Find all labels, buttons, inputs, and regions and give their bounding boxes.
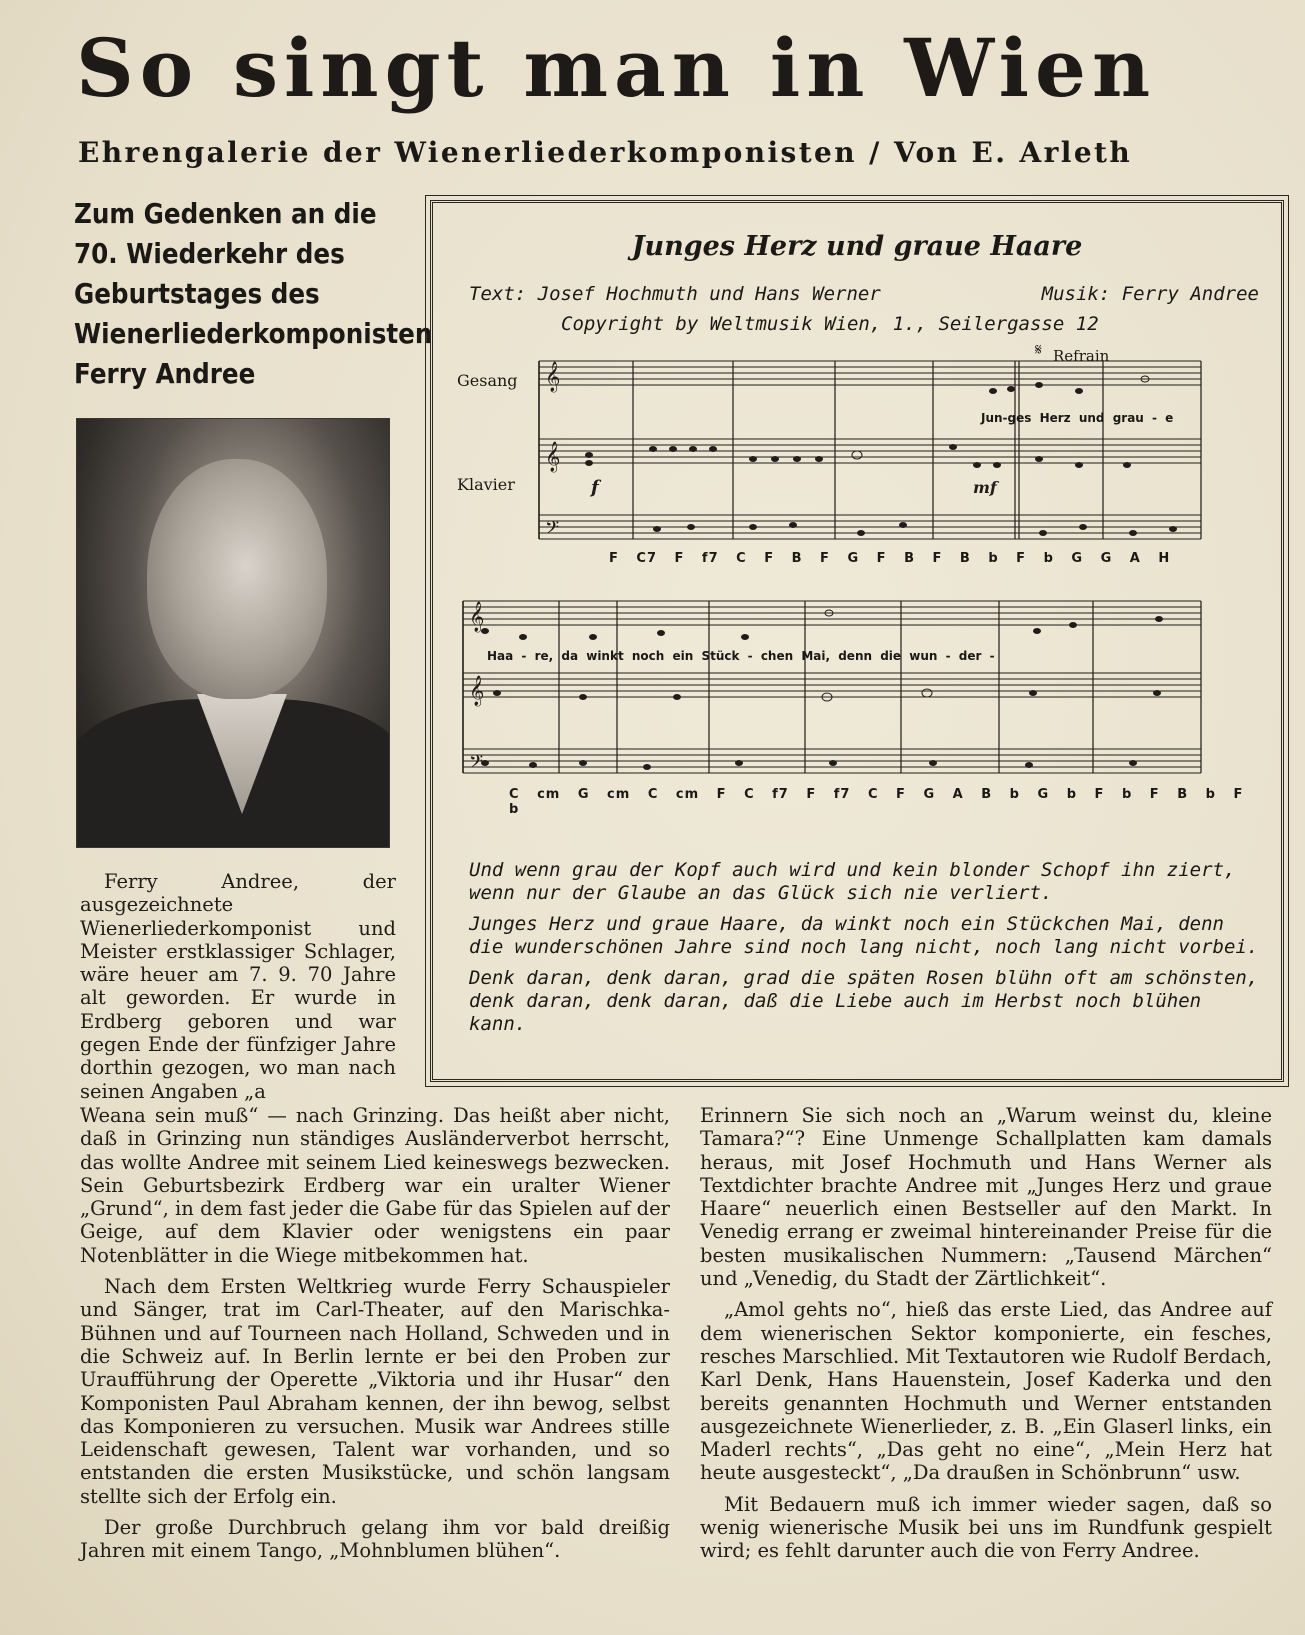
chord-line-1: F C7 F f7 C F B F G F B F B b F b G G A H (609, 551, 1171, 566)
score-system-2 (463, 601, 1201, 773)
voice-staff-2 (463, 601, 1201, 625)
treble-clef-icon: 𝄞 (545, 362, 561, 392)
article-paragraph: Ferry Andree, der ausgezeichnete Wienerliederkomponist und Meister erstklassiger Schlager, wäre heuer am 7. 9. 70 Jahre alt geworden. Er wurde in Erdberg geboren und war gegen Ende der fünfziger Jahre dorthin gezogen, wo man nach seinen Angaben „a (80, 870, 396, 1103)
copyright-line: Copyright by Weltmusik Wien, 1., Seilergasse 12 (561, 313, 1099, 335)
voice-staff (539, 361, 1201, 385)
treble-clef-icon: 𝄞 (545, 442, 561, 472)
mezzoforte-mark-icon: mf (973, 478, 997, 497)
article-paragraph: Mit Bedauern muß ich immer wieder sagen, daß so wenig wienerische Musik bei uns im Rundfunk gespielt wird; es fehlt darunter auch die von Ferry Andree. (700, 1492, 1272, 1563)
segno-icon: 𝄋 (1035, 340, 1042, 359)
piano-label: Klavier (457, 475, 515, 494)
sheet-music-box (430, 200, 1284, 1082)
article-paragraph: Der große Durchbruch gelang ihm vor bald dreißig Jahren mit einem Tango, „Mohnblumen blühen“. (80, 1516, 670, 1563)
subheadline: Ehrengalerie der Wienerliederkomponisten / Von E. Arleth (78, 136, 1133, 169)
text-credit: Text: Josef Hochmuth und Hans Werner (469, 283, 881, 305)
article-column-b (80, 1104, 670, 1563)
barlines-2 (559, 601, 1201, 773)
headline: So singt man in Wien (76, 21, 1157, 115)
treble-clef-icon: 𝄞 (469, 676, 485, 706)
treble-clef-icon: 𝄞 (469, 602, 485, 632)
chord-line-2: C cm G cm C cm F C f7 F f7 C F G A B b G b F b F B b F b (509, 787, 1244, 817)
article-column-a (80, 870, 396, 1103)
article-paragraph: Nach dem Ersten Weltkrieg wurde Ferry Schauspieler und Sänger, trat im Carl-Theater, auf den Marischka-Bühnen und auf Tourneen nach Holland, Schweden und in die Schweiz auf. In Berlin lernte er bei den Proben zur Uraufführung der Operette „Viktoria und ihr Husar“ den Komponisten Paul Abraham kennen, der ihn bewog, selbst das Komponieren zu versuchen. Musik war Andrees stille Leidenschaft gewesen, Talent war vorhanden, und so entstanden die ersten Musikstücke, und schön langsam stellte sich der Erfolg ein. (80, 1275, 670, 1508)
song-verse (469, 859, 1269, 1036)
lyrics-line-1: Jun-ges Herz und grau - e (981, 411, 1174, 425)
bass-clef-icon: 𝄢 (469, 752, 484, 777)
note-heads (481, 376, 1177, 770)
barlines-1 (633, 361, 1201, 539)
article-paragraph: „Amol gehts no“, hieß das erste Lied, das Andree auf dem wienerischen Sektor komponierte, ein fesches, resches Marschlied. Mit Textautoren wie Rudolf Berdach, Karl Denk, Hans Hauenstein, Josef Kaderka und den bereits genannten Hochmuth und Werner entstanden ausgezeichnete Wienerlieder, z. B. „Ein Glaserl links, ein Maderl rechts“, „Das geht no eine“, „Mein Herz hat heute ausgesteckt“, „Da draußen in Schönbrunn“ usw. (700, 1298, 1272, 1485)
song-title: Junges Herz und graue Haare (631, 231, 1083, 262)
intro-heading: Zum Gedenken an die 70. Wiederkehr des Geburtstages des Wienerliederkomponisten Ferry Andree (74, 197, 433, 390)
verse-stanza-3: Denk daran, denk daran, grad die späten Rosen blühn oft am schönsten, denk daran, denk daran, daß die Liebe auch im Herbst noch blühen kann. (469, 967, 1259, 1035)
piano-treble-staff (539, 439, 1201, 463)
voice-label: Gesang (457, 371, 518, 390)
score-system-1 (539, 361, 1201, 539)
lyrics-line-2: Haa - re, da winkt noch ein Stück - chen Mai, denn die wun - der - (487, 649, 995, 663)
article-paragraph: Weana sein muß“ — nach Grinzing. Das heißt aber nicht, daß in Grinzing nun ständiges Ausländerverbot herrscht, das wollte Andree mit seinem Lied keineswegs bezwecken. Sein Geburtsbezirk Erdberg war ein uralter Wiener „Grund“, in dem fast jeder die Gabe für das Spielen auf der Geige, auf dem Klavier oder wenigstens ein paar Notenblätter in die Wiege mitbekommen hat. (80, 1104, 670, 1267)
bass-clef-icon: 𝄢 (545, 518, 560, 543)
piano-bass-staff (539, 515, 1201, 539)
portrait-face (147, 459, 327, 699)
portrait-photo (76, 418, 390, 848)
music-score (433, 203, 1281, 843)
refrain-label: Refrain (1053, 347, 1110, 365)
article-paragraph: Erinnern Sie sich noch an „Warum weinst du, kleine Tamara?“? Eine Unmenge Schallplatten kam damals heraus, mit Josef Hochmuth und Hans Werner als Textdichter brachte Andree mit „Junges Herz und graue Haare“ neuerlich einen Bestseller auf den Markt. In Venedig errang er zweimal hintereinander Preise für die besten musikalischen Nummern: „Tausend Märchen“ und „Venedig, du Stadt der Zärtlichkeit“. (700, 1104, 1272, 1291)
music-credit: Musik: Ferry Andree (1041, 283, 1259, 305)
verse-stanza-1: Und wenn grau der Kopf auch wird und kein blonder Schopf ihn ziert, wenn nur der Glaube an das Glück sich nie verliert. (469, 859, 1236, 904)
verse-stanza-2: Junges Herz und graue Haare, da winkt noch ein Stückchen Mai, denn die wunderschönen Jahre sind noch lang nicht, noch lang nicht vorbei. (469, 913, 1259, 958)
piano-treble-staff-2 (463, 673, 1201, 697)
forte-mark-icon: f (591, 477, 599, 498)
article-column-c (700, 1104, 1272, 1563)
